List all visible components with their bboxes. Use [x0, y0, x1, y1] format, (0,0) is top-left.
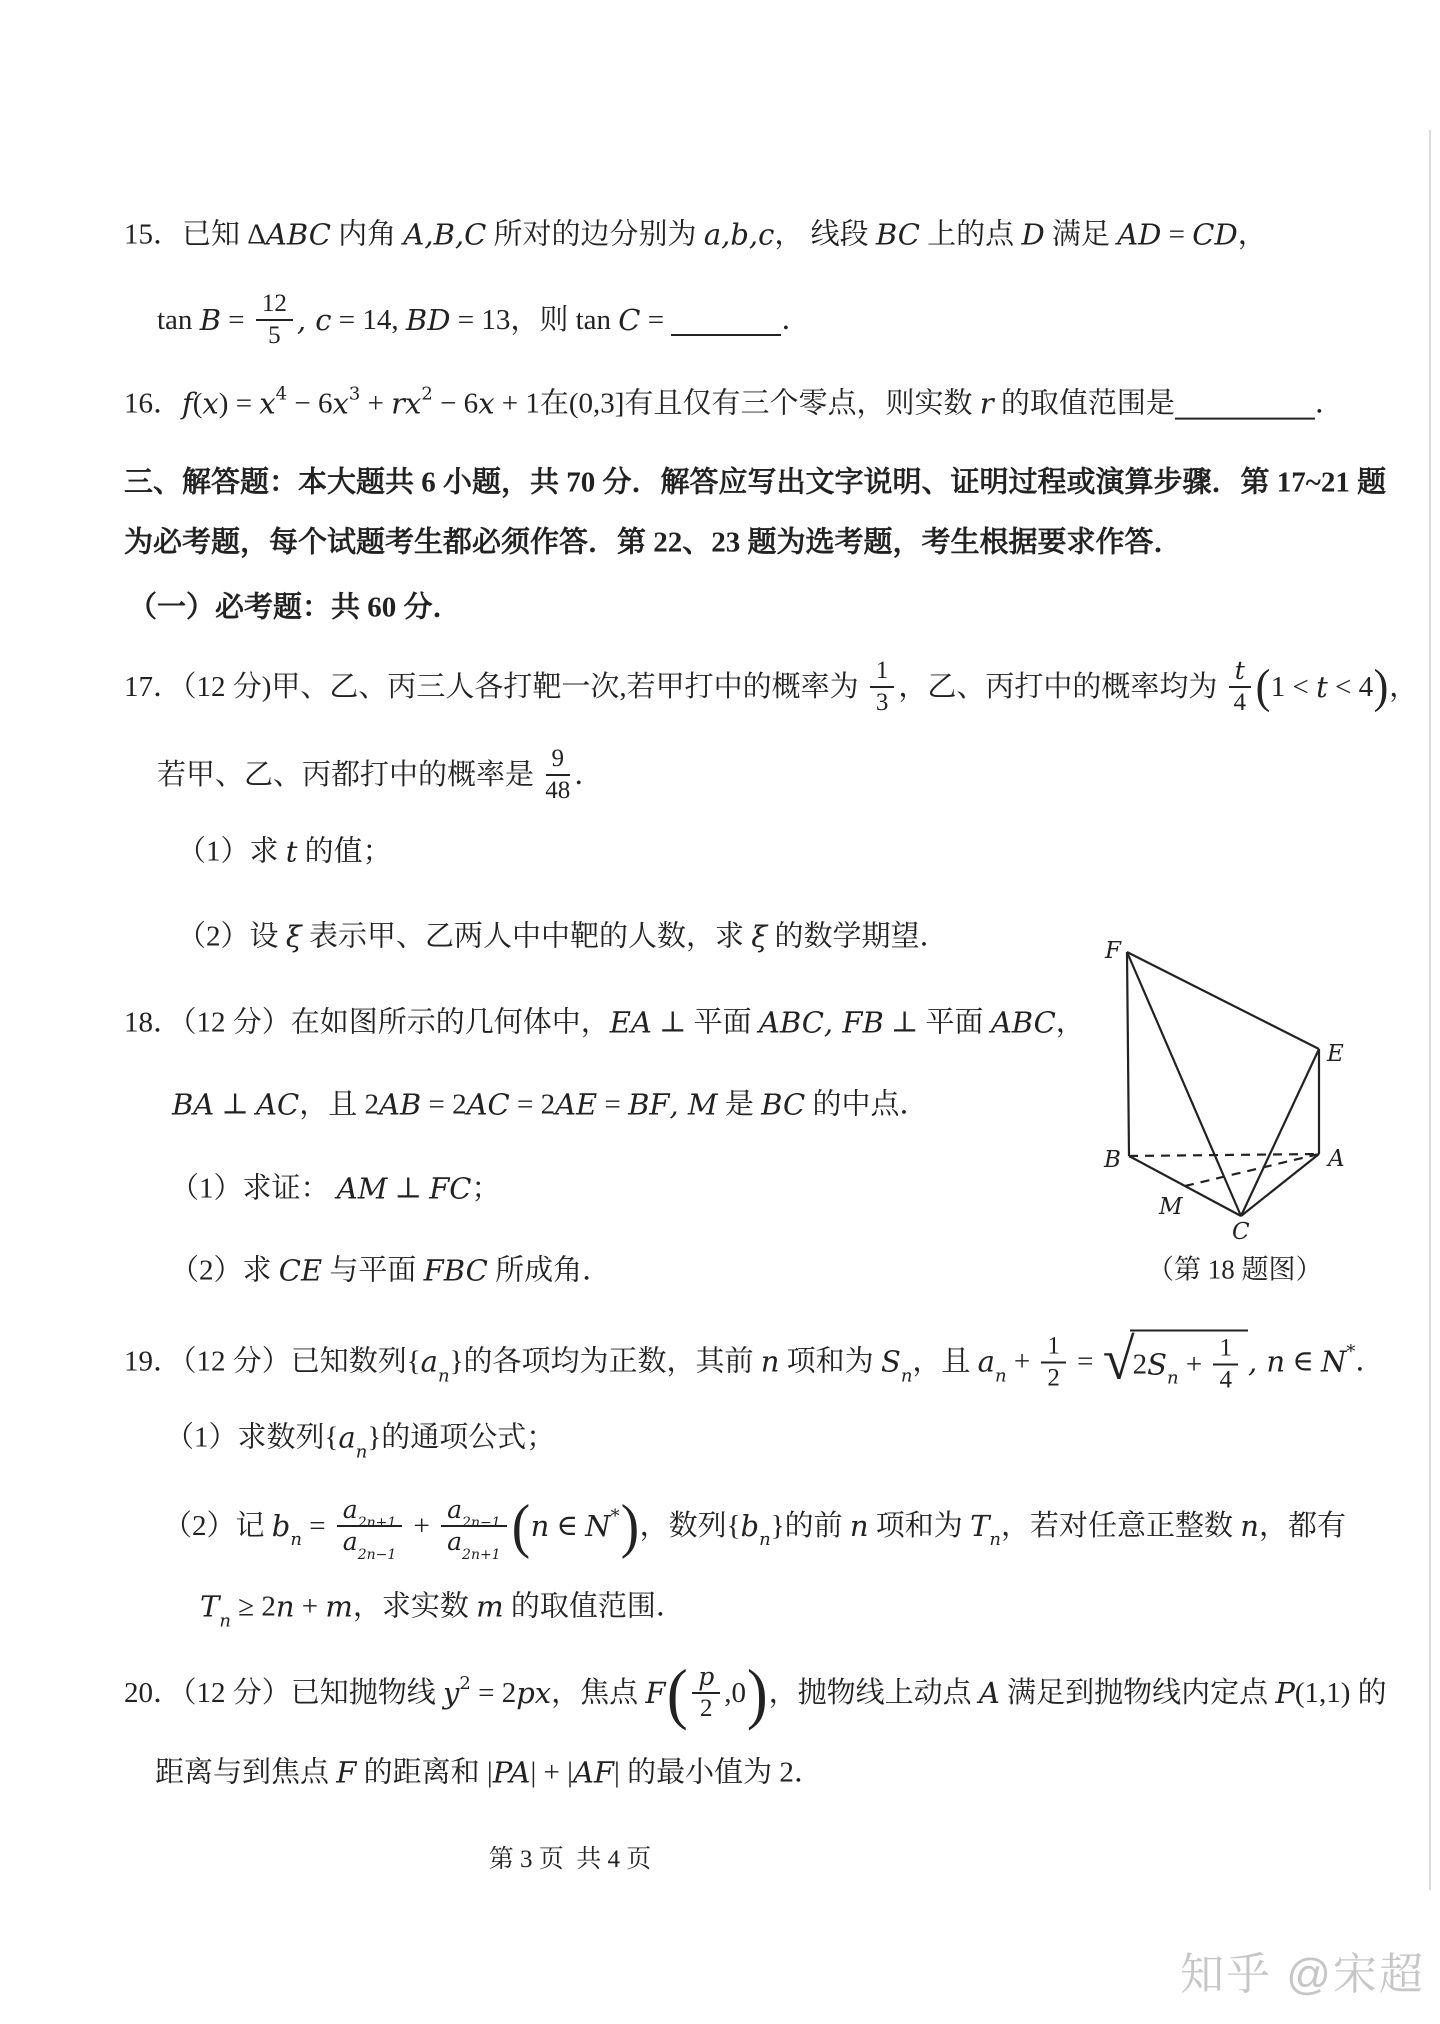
- figure-vertex-label-B: B: [1104, 1147, 1121, 1173]
- q20-line-1: 20．（12 分）已知抛物线 y 2 = 2 px ，焦点 F ( p 2 ,0 ) ，抛物线上动点 A 满足到抛物线内定点 P (1,1) 的: [124, 1655, 1387, 1731]
- q18-line-2: BA ⊥ AC ，且 2 AB = 2 AC = 2 AE = BF , M 是 BC 的中点．: [172, 1087, 929, 1122]
- figure-18-geometry: [1085, 925, 1355, 1260]
- q18-line-3: （1）求证： AM ⊥ FC ；: [170, 1171, 501, 1206]
- q19-line-2: （1）求数列{ a n }的通项公式；: [165, 1420, 556, 1463]
- figure-vertex-label-A: A: [1328, 1146, 1345, 1172]
- watermark: 知乎 @宋超: [1180, 1950, 1425, 1999]
- q17-line-1: 17．（12 分)甲、乙、丙三人各打靶一次,若甲打中的概率为 1 3 ，乙、丙打中的概率均为 t 4 ( 1 < t < 4 ) ，: [124, 656, 1419, 716]
- section-3-line-3: （一）必考题：共 60 分．: [128, 591, 462, 624]
- q17-line-3: （1）求 t 的值；: [177, 834, 392, 869]
- figure-vertex-label-M: M: [1159, 1194, 1183, 1220]
- figure-edge-EC: [1241, 1049, 1319, 1216]
- q19-line-1: 19．（12 分）已知数列{ a n }的各项均为正数，其前 n 项和为 S n ，且 a n + $\frac{1}{2}$ = √ 2 S n + $\frac{1}{4}$ , n ∈ N * ．: [124, 1326, 1385, 1394]
- figure-edge-BA: [1129, 1154, 1319, 1156]
- section-3-line-1: 三、解答题：本大题共 6 小题，共 70 分．解答应写出文字说明、证明过程或演算步骤．第 17~21 题: [124, 466, 1387, 499]
- page-footer: 第 3 页 共 4 页: [488, 1846, 652, 1873]
- q19-line-3: （2）记 b n = a 2n+1 a 2n−1 + a 2n−1 a 2n+1 ( n ∈ N * ) ，数列{ b n }的前 n 项和为 T n ，若对任意正整数 n ，都有: [163, 1493, 1346, 1563]
- figure-vertex-label-E: E: [1327, 1041, 1344, 1067]
- figure-vertex-label-C: C: [1232, 1219, 1250, 1245]
- q15-line-1: 15．已知 Δ ABC 内角 A,B,C 所对的边分别为 a,b,c ， 线段 BC 上的点 D 满足 AD = CD ，: [124, 217, 1267, 252]
- scan-edge-line: [1429, 130, 1431, 1890]
- q17-line-2: 若甲、乙、丙都打中的概率是 9 48 ．: [157, 745, 604, 804]
- q18-line-1: 18．（12 分）在如图所示的几何体中， EA ⊥ 平面 ABC , FB ⊥ 平面 ABC ，: [124, 1005, 1085, 1040]
- q18-line-4: （2）求 CE 与平面 FBC 所成角．: [170, 1253, 612, 1288]
- figure-edge-FE: [1127, 952, 1319, 1049]
- q16-line-1: 16． f ( x ) = x 4 − 6 x 3 + r x 2 − 6 x + 1在(0,3]有且仅有三个零点，则实数 r 的取值范围是 ．: [124, 383, 1344, 421]
- figure-vertex-label-F: F: [1105, 938, 1121, 964]
- q19-line-4: T n ≥ 2 n + m ，求实数 m 的取值范围．: [200, 1589, 685, 1632]
- q15-line-2: tan B = $\frac{12}{5}$ , c = 14, BD = 13，则 tan C = ．: [157, 290, 811, 349]
- q20-line-2: 距离与到焦点 F 的距离和 | PA | + | AF | 的最小值为 2．: [155, 1755, 823, 1790]
- figure-edge-FB: [1127, 952, 1129, 1156]
- section-3-line-2: 为必考题，每个试题考生都必须作答．第 22、23 题为选考题，考生根据要求作答．: [124, 526, 1183, 559]
- figure-caption: （第 18 题图）: [1147, 1254, 1323, 1285]
- q17-line-4: （2）设 ξ 表示甲、乙两人中中靶的人数，求 ξ 的数学期望．: [177, 919, 949, 954]
